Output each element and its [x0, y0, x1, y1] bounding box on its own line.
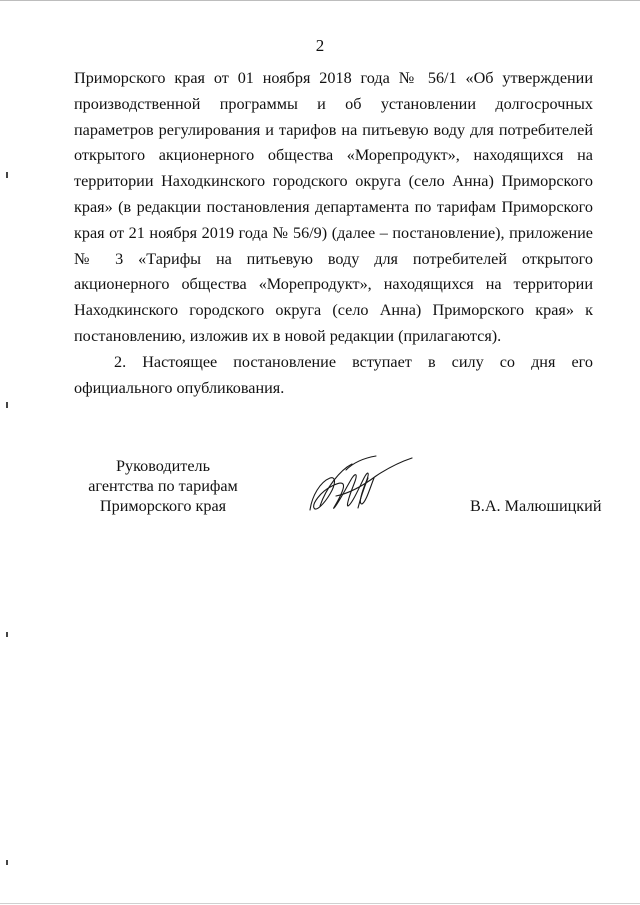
scan-edge-mark [6, 172, 8, 178]
scan-edge-mark [6, 632, 8, 637]
signatory-position-line: Руководитель [115, 457, 210, 475]
handwritten-signature [306, 448, 416, 528]
paragraph-continuation: Приморского края от 01 ноября 2018 года № 56/1 «Об утверждении производственной программы и об установлении долгосрочных параметров регулирования и тарифов на питьевую воду для потребителей открытого акционерного общества «Морепродукт», находящихся на территории Находкинского городского округа (село Анна) Приморского края» (в редакции постановления департамента по тарифам Приморского края от 21 ноября 2019 года № 56/9) (далее – постановление), приложение № 3 «Тарифы на питьевую воду для потребителей открытого акционерного общества «Морепродукт», находящихся на территории Находкинского городского округа (село Анна) Приморского края» к постановлению, изложив их в новой редакции (прилагаются). [74, 69, 593, 345]
page-number: 2 [315, 36, 325, 55]
signatory-position-line: агентства по тарифам [88, 477, 238, 495]
scan-top-edge [0, 0, 640, 1]
signatory-position [78, 456, 248, 516]
scan-edge-mark [6, 402, 8, 408]
paragraph-effective-date: 2. Настоящее постановление вступает в силу со дня его официального опубликования. [74, 352, 593, 397]
signatory-position-line: Приморского края [99, 497, 227, 515]
scan-edge-mark [6, 860, 8, 865]
scan-bottom-edge [0, 903, 640, 904]
document-body [74, 66, 593, 401]
signatory-name: В.А. Малюшицкий [470, 497, 602, 515]
